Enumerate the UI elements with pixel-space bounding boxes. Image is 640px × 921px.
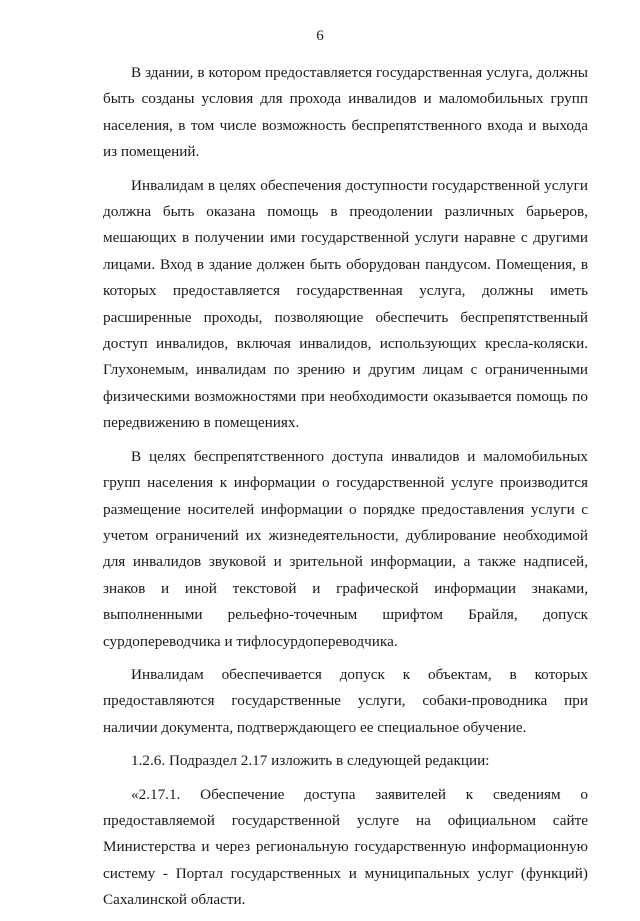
page-number: 6	[316, 28, 324, 44]
paragraph-section-amendment: 1.2.6. Подраздел 2.17 изложить в следующей редакции:	[131, 752, 490, 770]
paragraph-clause-2-17-1: «2.17.1. Обеспечение доступа заявителей к сведениям о предоставляемой государственной услуге на официальном сайте Министерства и через региональную государственную информационную систему - Портал государственных и муниципальных услуг (функций) Сахалинской области.	[103, 785, 588, 909]
paragraph-information-access: В целях беспрепятственного доступа инвалидов и маломобильных групп населения к информации о государственной услуге производится размещение носителей информации о порядке предоставления услуги с учетом ограничений их жизнедеятельности, дублирование необходимой для инвалидов звуковой и зрительной информации, а также надписей, знаков и иной текстовой и графической информации знаками, выполненными рельефно-точечным шрифтом Брайля, допуск сурдопереводчика и тифлосурдопереводчика.	[103, 447, 588, 650]
paragraph-building-conditions: В здании, в котором предоставляется государственная услуга, должны быть созданы условия для прохода инвалидов и маломобильных групп населения, в том числе возможность беспрепятственного входа и выхода из помещений.	[103, 64, 588, 161]
document-body	[103, 60, 588, 921]
paragraph-guide-dog: Инвалидам обеспечивается допуск к объектам, в которых предоставляются государственные услуги, собаки-проводника при наличии документа, подтверждающего ее специальное обучение.	[103, 665, 588, 736]
paragraph-assistance-barriers: Инвалидам в целях обеспечения доступности государственной услуги должна быть оказана помощь в преодолении различных барьеров, мешающих в получении ими государственной услуги наравне с другими лицами. Вход в здание должен быть оборудован пандусом. Помещения, в которых предоставляется государственная услуга, должны иметь расширенные проходы, позволяющие обеспечить беспрепятственный доступ инвалидов, включая инвалидов, использующих кресла-коляски. Глухонемым, инвалидам по зрению и другим лицам с ограниченными физическими возможностями при необходимости оказывается помощь по передвижению в помещениях.	[103, 176, 588, 432]
